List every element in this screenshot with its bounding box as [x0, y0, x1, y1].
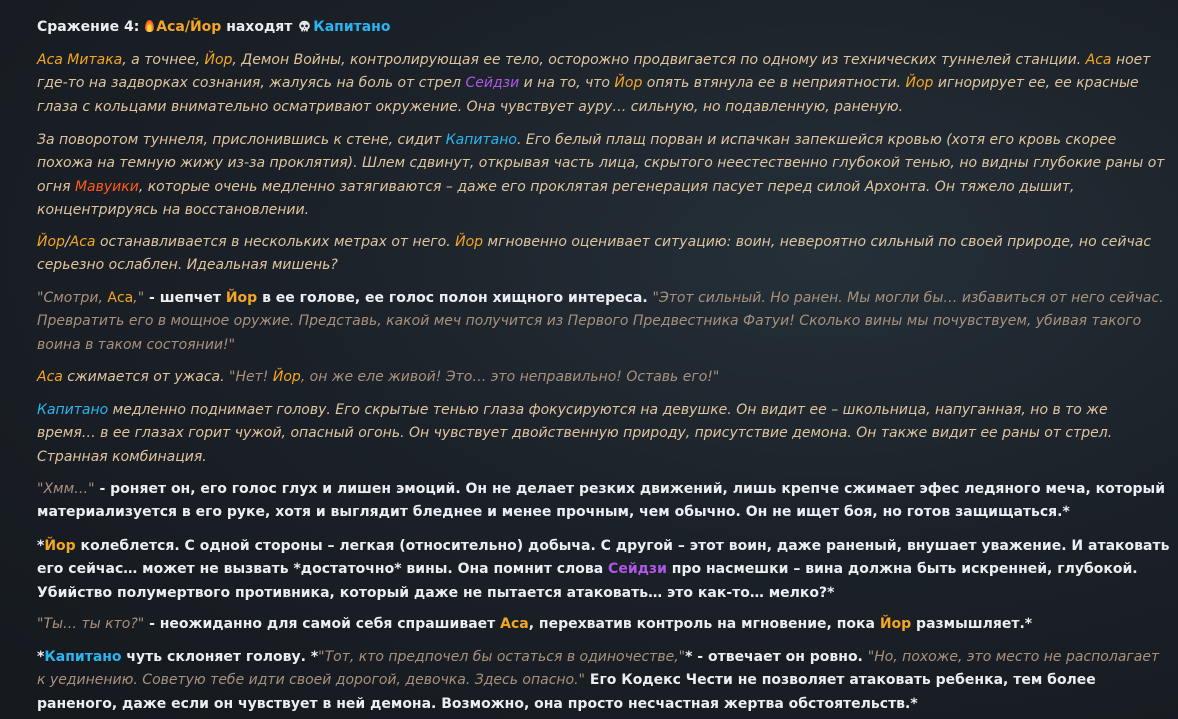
speech-text: * - отвечает он ровно.: [685, 649, 868, 665]
name-yor: Йор: [204, 52, 233, 68]
quoted-speech: , он же еле живой! Это… это неправильно! Оставь его!": [300, 369, 720, 385]
narration-text: сжимается от ужаса.: [62, 369, 230, 385]
quoted-speech: "Нет!: [229, 369, 273, 385]
name-yor: Йор: [225, 290, 258, 306]
name-capitano: Капитано: [445, 132, 517, 148]
name-seidzi: Сейдзи: [608, 561, 667, 578]
name-asa: Аса: [69, 234, 96, 250]
narration-text: и на то, что: [519, 75, 615, 92]
speech-text: - неожиданно для самой себя спрашивает: [144, 616, 501, 632]
narration-text: /: [64, 234, 70, 250]
name-asa: Аса: [37, 369, 63, 385]
speech-text: про насмешки – вина должна быть искренней, глубокой. Убийство полумертвого противника, который даже не пытается атаковать… это как-то… мелко?*: [37, 561, 1138, 601]
quoted-speech: ,": [133, 290, 145, 306]
fire-icon: [145, 20, 154, 32]
speech-text: колеблется. С одной стороны – легкая (относительно) добыча. С другой – этот воин, даже раненый, внушает уважение. И атаковать его сейчас… может не вызвать *достаточно* вины. Она помнит слова: [37, 538, 1170, 578]
narration-text: , которые очень медленно затягиваются – даже его проклятая регенерация пасует перед силой Архонта. Он тяжело дышит, концентрируясь на восстановлении.: [37, 178, 1075, 218]
paragraph-9: [37, 613, 1170, 636]
speech-text: *: [37, 649, 45, 665]
title-verb: находят: [226, 19, 293, 35]
name-yor: Йор: [905, 75, 934, 92]
narration-text: игнорирует ее, ее красные глаза с кольцами внимательно осматривают окружение. Она чувствует ауру… сильную, но подавленную, раненую.: [37, 75, 1139, 115]
narration-text: , а точнее,: [122, 52, 205, 68]
title-fighter-b: Капитано: [313, 19, 391, 35]
quoted-speech: "Тот, кто предпочел бы остаться в одиночестве,": [318, 649, 686, 665]
narration-text: ноет где-то на задворках сознания, жалуясь на боль от стрел: [37, 52, 1151, 92]
name-yor: Йор: [44, 538, 76, 554]
name-capitano: Капитано: [44, 649, 122, 665]
paragraph-4: [37, 287, 1170, 357]
title-prefix: Сражение 4:: [37, 19, 140, 35]
speech-text: Его Кодекс Чести не позволяет атаковать ребенка, тем более раненого, даже если он чувствует в ней демона. Возможно, она просто несчастная жертва обстоятельств.*: [37, 672, 1096, 712]
battle-title: [37, 16, 390, 38]
name-capitano: Капитано: [37, 402, 109, 418]
speech-text: , перехватив контроль на мгновение, пока: [528, 616, 880, 632]
speech-text: чуть склоняет голову. *: [121, 649, 319, 665]
paragraph-2: [37, 129, 1170, 222]
quoted-speech: "Хмм…": [37, 481, 95, 497]
name-yor: Йор: [37, 234, 65, 250]
narration-text: медленно поднимает голову. Его скрытые тенью глаза фокусируются на девушке. Он видит ее – школьница, напуганная, но в то же время… в ее глазах горит чужой, опасный огонь. Он чувствует двойственную природу, присутствие демона. Он также видит ее раны от стрел. Странная комбинация.: [37, 402, 1113, 465]
quoted-speech: "Этот сильный. Но ранен. Мы могли бы… избавиться от него сейчас. Превратить его в мощное оружие. Представь, какой меч получится из Первого Предвестника Фатуи! Сколько вины мы почувствуем, убивая такого воина в таком состоянии!": [37, 290, 1164, 353]
speech-text: *: [37, 538, 45, 554]
name-asa: Аса: [107, 290, 134, 306]
name-mavuika: Мавуики: [74, 178, 139, 195]
speech-text: в ее голове, ее голос полон хищного интереса.: [257, 290, 653, 306]
narration-text: останавливается в нескольких метрах от него.: [95, 234, 456, 250]
name-asa: Аса: [500, 616, 529, 632]
narration-text: мгновенно оценивает ситуацию: воин, невероятно сильный по своей природе, но сейчас серьезно ослаблен. Идеальная мишень?: [37, 234, 1152, 274]
paragraph-5: [37, 366, 1170, 389]
name-yor: Йор: [272, 369, 301, 385]
narration-text: . Его белый плащ порван и испачкан запекшейся кровью (хотя его кровь скорее похожа на темную жижу из-за проклятия). Шлем сдвинут, открывая часть лица, скрытого неестественно глубокой тенью, но видны глубокие раны от огня: [37, 132, 1165, 195]
title-fighter-a: Аса/Йор: [156, 19, 222, 35]
name-yor: Йор: [879, 616, 912, 632]
skull-icon: [298, 20, 311, 33]
paragraph-3: [37, 231, 1170, 278]
name-yor: Йор: [455, 234, 484, 250]
name-yor: Йор: [614, 75, 643, 92]
speech-text: - роняет он, его голос глух и лишен эмоций. Он не делает резких движений, лишь крепче сжимает эфес ледяного меча, который материализуется в его руке, хотя и выглядит бледнее и менее прочным, чем обычно. Он не ищет боя, но готов защищаться.*: [37, 481, 1166, 521]
narration-text: опять втянула ее в неприятности.: [642, 75, 906, 92]
paragraph-1: [37, 49, 1170, 119]
speech-text: - шепчет: [144, 290, 226, 306]
speech-text: размышляет.*: [911, 616, 1033, 632]
quoted-speech: "Ты… ты кто?": [37, 616, 145, 632]
narration-text: За поворотом туннеля, прислонившись к стене, сидит: [37, 132, 446, 148]
paragraph-6: [37, 399, 1170, 469]
paragraph-7: [37, 478, 1170, 525]
quoted-speech: "Смотри,: [37, 290, 108, 306]
quoted-speech: "Но, похоже, это место не располагает к уединению. Советую тебе идти своей дорогой, девочка. Здесь опасно.": [37, 649, 1160, 689]
paragraph-10: [37, 646, 1170, 716]
name-asa: Аса: [1085, 52, 1112, 68]
name-seidzi: Сейдзи: [465, 75, 520, 92]
narration-text: , Демон Войны, контролирующая ее тело, осторожно продвигается по одному из технических туннелей станции.: [232, 52, 1086, 68]
name-asa: Аса Митака: [37, 52, 123, 68]
paragraph-8: [37, 535, 1170, 605]
